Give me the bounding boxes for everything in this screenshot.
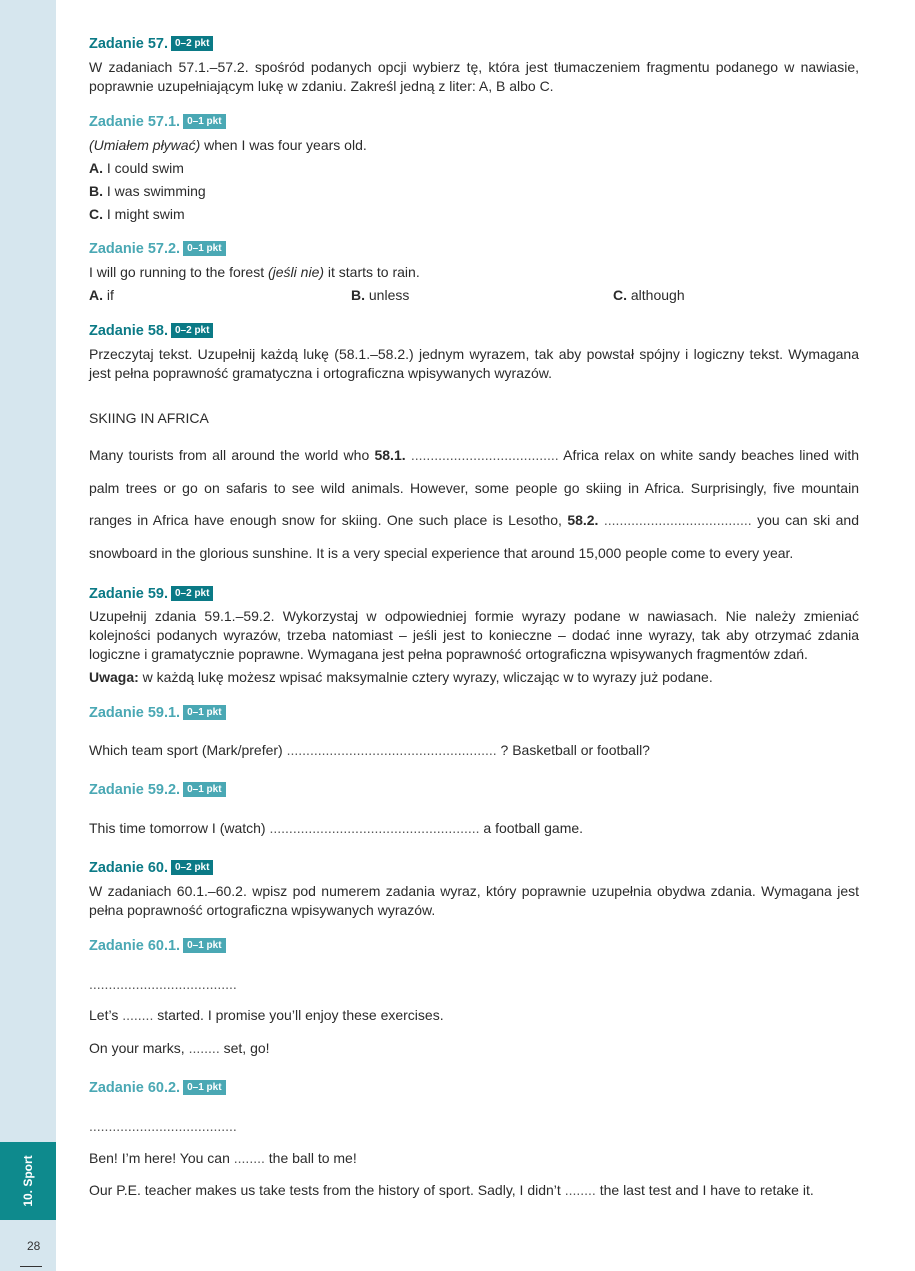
chapter-tab — [0, 1142, 56, 1220]
task-60-1-sentence: On your marks, ........ set, go! — [89, 1040, 270, 1056]
task-60-instruction-line: W zadaniach 60.1.–60.2. wpisz pod numerem zadania wyraz, który poprawnie uzupełnia obydwa zdania. Wymagana jest — [89, 883, 859, 899]
gap-59-2[interactable]: ...................................................... — [269, 820, 480, 836]
gap: ........ — [188, 1040, 220, 1056]
task-59-note: Uwaga: w każdą lukę możesz wpisać maksymalnie cztery wyrazy, wliczając w to wyrazy już podane. — [89, 669, 713, 685]
task-57-instruction-line: poprawnie uzupełniającym lukę w zdaniu. Zakreśl jedną z liter: A, B albo C. — [89, 78, 554, 94]
answer-line-60-1[interactable]: ...................................... — [89, 976, 237, 992]
task-57-instruction-line: W zadaniach 57.1.–57.2. spośród podanych opcji wybierz tę, która jest tłumaczeniem fragmentu podanego w nawiasie, — [89, 59, 859, 75]
task-58-instruction-line: jest pełna poprawność gramatyczna i ortograficzna wpisywanych wyrazów. — [89, 365, 552, 381]
gap-58-2[interactable]: ...................................... — [603, 512, 752, 528]
task-59-instruction-line: Uzupełnij zdania 59.1.–59.2. Wykorzystaj w odpowiedniej formie wyrazy podane w nawiasach. Nie należy zmieniać — [89, 608, 859, 624]
task-60-heading: Zadanie 60. 0–2 pkt — [89, 859, 859, 878]
option-a[interactable]: A. I could swim — [89, 160, 184, 176]
points-badge: 0–1 pkt — [183, 782, 225, 797]
task-59-heading: Zadanie 59. 0–2 pkt — [89, 585, 859, 604]
option-c[interactable]: C. although — [613, 287, 685, 303]
task-60-2-heading: Zadanie 60.2. 0–1 pkt — [89, 1079, 859, 1098]
task-59-1-sentence: Which team sport (Mark/prefer) ...................................................... ? Basketball or football? — [89, 742, 650, 758]
text-title: SKIING IN AFRICA — [89, 410, 209, 426]
gap-58-1-label: 58.1. — [374, 447, 406, 463]
option-b[interactable]: B. unless — [351, 287, 410, 303]
text-line: Many tourists from all around the world who 58.1. ...................................... Africa relax on white sandy beaches lined with — [89, 447, 859, 463]
points-badge: 0–2 pkt — [171, 586, 213, 601]
answer-line-60-2[interactable]: ...................................... — [89, 1118, 237, 1134]
points-badge: 0–1 pkt — [183, 114, 225, 129]
gap-59-1[interactable]: ...................................................... — [286, 742, 497, 758]
option-b[interactable]: B. I was swimming — [89, 183, 206, 199]
points-badge: 0–2 pkt — [171, 323, 213, 338]
task-59-1-heading: Zadanie 59.1. 0–1 pkt — [89, 704, 859, 723]
points-badge: 0–2 pkt — [171, 860, 213, 875]
text-line: ranges in Africa have enough snow for skiing. One such place is Lesotho, 58.2. ...................................... you can ski and — [89, 512, 860, 528]
text-line: snowboard in the glorious sunshine. It is a very special experience that around 15,000 people come to every year. — [89, 545, 794, 561]
task-57-heading: Zadanie 57. 0–2 pkt — [89, 35, 859, 54]
gap-58-2-label: 58.2. — [567, 512, 599, 528]
chapter-label: 10. Sport — [21, 1155, 35, 1207]
task-57-1-heading: Zadanie 57.1. 0–1 pkt — [89, 113, 859, 132]
points-badge: 0–2 pkt — [171, 36, 213, 51]
points-badge: 0–1 pkt — [183, 241, 225, 256]
points-badge: 0–1 pkt — [183, 705, 225, 720]
task-57-2-sentence: I will go running to the forest (jeśli nie) it starts to rain. — [89, 264, 420, 280]
option-a[interactable]: A. if — [89, 287, 114, 303]
page-number-rule — [20, 1266, 42, 1267]
task-60-1-heading: Zadanie 60.1. 0–1 pkt — [89, 937, 859, 956]
gap: ........ — [233, 1150, 265, 1166]
task-58-instruction-line: Przeczytaj tekst. Uzupełnij każdą lukę (58.1.–58.2.) jednym wyrazem, tak aby powstał spójny i logiczny tekst. Wymagana — [89, 346, 859, 362]
gap-58-1[interactable]: ...................................... — [410, 447, 559, 463]
points-badge: 0–1 pkt — [183, 938, 225, 953]
task-60-2-sentence: Ben! I’m here! You can ........ the ball to me! — [89, 1150, 357, 1166]
task-57-2-heading: Zadanie 57.2. 0–1 pkt — [89, 240, 859, 259]
task-58-heading: Zadanie 58. 0–2 pkt — [89, 322, 859, 341]
option-c[interactable]: C. I might swim — [89, 206, 185, 222]
page-number: 28 — [27, 1239, 41, 1253]
task-60-2-sentence: Our P.E. teacher makes us take tests from the history of sport. Sadly, I didn’t ........ the last test and I have to retake it. — [89, 1182, 814, 1198]
gap: ........ — [564, 1182, 596, 1198]
sidebar — [0, 0, 56, 1271]
gap: ........ — [122, 1007, 154, 1023]
text-line: palm trees or go on safaris to see wild animals. However, some people go skiing in Africa. Surprisingly, five mountain — [89, 480, 859, 496]
task-59-2-heading: Zadanie 59.2. 0–1 pkt — [89, 781, 859, 800]
task-60-instruction-line: pełna poprawność ortograficzna wpisywanych wyrazów. — [89, 902, 436, 918]
task-59-instruction-line: kolejności podanych wyrazów, trzeba natomiast – jeśli jest to konieczne – dodać inne wyrazy, tak aby otrzymać zdania — [89, 627, 859, 643]
points-badge: 0–1 pkt — [183, 1080, 225, 1095]
task-60-1-sentence: Let’s ........ started. I promise you’ll enjoy these exercises. — [89, 1007, 444, 1023]
task-59-instruction-line: logiczne i gramatycznie poprawne. Wymagana jest pełna poprawność ortograficzna wpisywanych fragmentów zdań. — [89, 646, 808, 662]
task-57-1-sentence: (Umiałem pływać) when I was four years old. — [89, 137, 367, 153]
task-57-2-options — [89, 286, 859, 305]
task-59-2-sentence: This time tomorrow I (watch) ...................................................... a football game. — [89, 820, 584, 836]
